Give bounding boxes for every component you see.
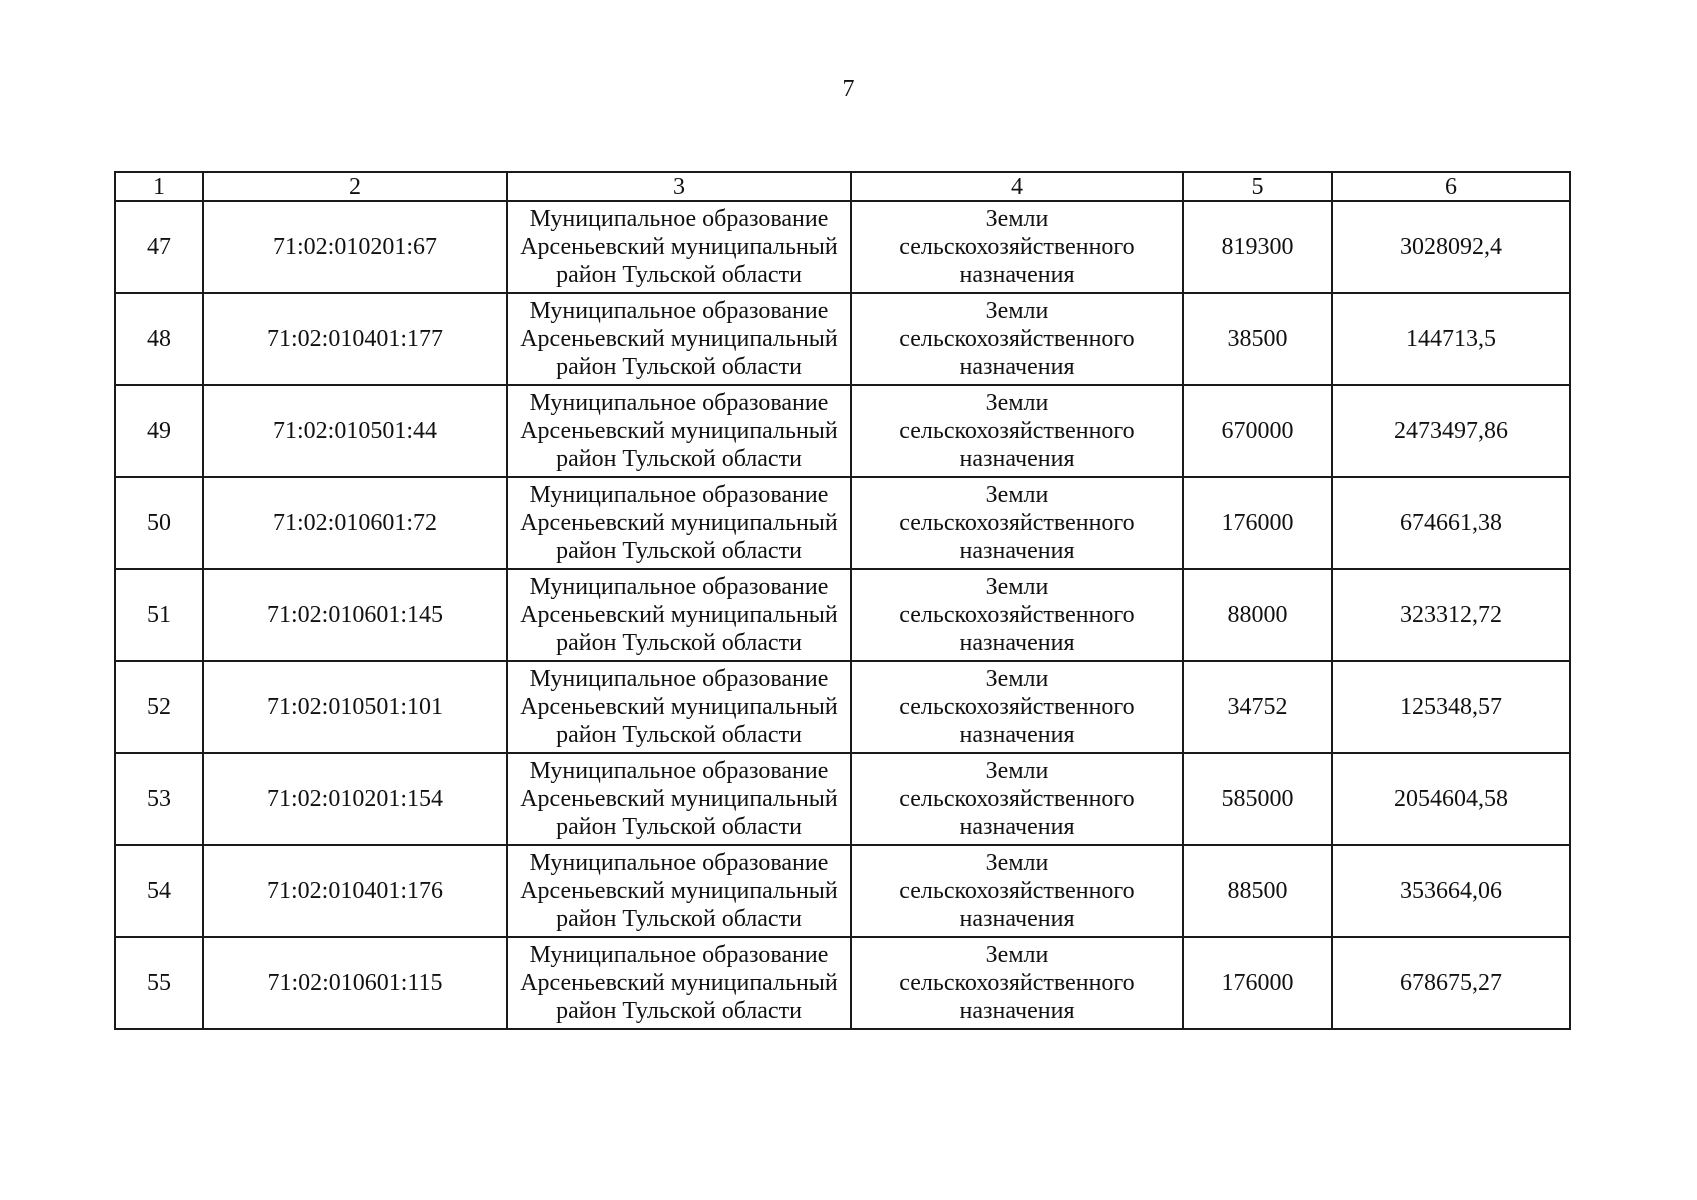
- land-category-cell-line: Земли: [985, 942, 1049, 968]
- table-row: [115, 569, 1570, 661]
- owner-cell-line: район Тульской области: [556, 998, 802, 1024]
- land-category-cell-line: сельскохозяйственного: [899, 510, 1135, 536]
- area-cell: 176000: [1183, 937, 1332, 1029]
- land-category-cell-line: сельскохозяйственного: [899, 970, 1135, 996]
- cadastral-number-cell: 71:02:010401:177: [203, 293, 507, 385]
- land-category-cell-line: сельскохозяйственного: [899, 418, 1135, 444]
- column-number: 6: [1332, 172, 1570, 201]
- owner-cell-line: район Тульской области: [556, 354, 802, 380]
- owner-cell-line: Муниципальное образование: [529, 390, 829, 416]
- cadastral-number-cell: 71:02:010201:154: [203, 753, 507, 845]
- column-number: 5: [1183, 172, 1332, 201]
- owner-cell-line: район Тульской области: [556, 262, 802, 288]
- column-number: 1: [115, 172, 203, 201]
- table-row: [115, 753, 1570, 845]
- land-category-cell: [851, 293, 1183, 385]
- table-row: [115, 661, 1570, 753]
- owner-cell-line: Арсеньевский муниципальный: [520, 326, 838, 352]
- land-category-cell: [851, 385, 1183, 477]
- area-cell: 670000: [1183, 385, 1332, 477]
- cadastral-value-cell: 353664,06: [1332, 845, 1570, 937]
- table-row: [115, 201, 1570, 293]
- owner-cell: [507, 937, 851, 1029]
- owner-cell: [507, 201, 851, 293]
- cadastral-number-cell: 71:02:010401:176: [203, 845, 507, 937]
- land-category-cell-line: Земли: [985, 758, 1049, 784]
- owner-cell-line: Арсеньевский муниципальный: [520, 418, 838, 444]
- owner-cell-line: Муниципальное образование: [529, 666, 829, 692]
- owner-cell-line: Арсеньевский муниципальный: [520, 602, 838, 628]
- land-category-cell-line: сельскохозяйственного: [899, 234, 1135, 260]
- area-cell: 38500: [1183, 293, 1332, 385]
- cadastral-number-cell: 71:02:010601:115: [203, 937, 507, 1029]
- land-category-cell-line: Земли: [985, 206, 1049, 232]
- land-category-cell-line: сельскохозяйственного: [899, 878, 1135, 904]
- table-row: [115, 937, 1570, 1029]
- area-cell: 88000: [1183, 569, 1332, 661]
- owner-cell-line: Арсеньевский муниципальный: [520, 970, 838, 996]
- land-category-cell-line: назначения: [959, 538, 1075, 564]
- owner-cell: [507, 385, 851, 477]
- owner-cell-line: район Тульской области: [556, 446, 802, 472]
- cadastral-value-cell: 144713,5: [1332, 293, 1570, 385]
- land-category-cell-line: назначения: [959, 354, 1075, 380]
- row-number-cell: 52: [115, 661, 203, 753]
- cadastral-number-cell: 71:02:010201:67: [203, 201, 507, 293]
- land-category-cell-line: сельскохозяйственного: [899, 326, 1135, 352]
- land-category-cell-line: назначения: [959, 906, 1075, 932]
- owner-cell: [507, 661, 851, 753]
- owner-cell-line: Муниципальное образование: [529, 942, 829, 968]
- land-category-cell: [851, 569, 1183, 661]
- owner-cell-line: Муниципальное образование: [529, 482, 829, 508]
- owner-cell: [507, 293, 851, 385]
- land-category-cell: [851, 845, 1183, 937]
- cadastral-number-cell: 71:02:010601:145: [203, 569, 507, 661]
- column-number-row: [115, 172, 1570, 201]
- row-number-cell: 51: [115, 569, 203, 661]
- row-number-cell: 49: [115, 385, 203, 477]
- cadastral-value-cell: 674661,38: [1332, 477, 1570, 569]
- row-number-cell: 55: [115, 937, 203, 1029]
- owner-cell: [507, 753, 851, 845]
- land-category-cell: [851, 937, 1183, 1029]
- owner-cell: [507, 845, 851, 937]
- land-category-cell-line: назначения: [959, 262, 1075, 288]
- column-number: 4: [851, 172, 1183, 201]
- land-category-cell-line: Земли: [985, 390, 1049, 416]
- table-row: [115, 845, 1570, 937]
- land-category-cell: [851, 661, 1183, 753]
- land-category-cell-line: сельскохозяйственного: [899, 602, 1135, 628]
- owner-cell-line: район Тульской области: [556, 814, 802, 840]
- owner-cell-line: Арсеньевский муниципальный: [520, 786, 838, 812]
- row-number-cell: 50: [115, 477, 203, 569]
- land-category-cell-line: Земли: [985, 850, 1049, 876]
- cadastral-number-cell: 71:02:010501:101: [203, 661, 507, 753]
- land-category-cell: [851, 201, 1183, 293]
- area-cell: 88500: [1183, 845, 1332, 937]
- cadastral-value-cell: 323312,72: [1332, 569, 1570, 661]
- area-cell: 819300: [1183, 201, 1332, 293]
- row-number-cell: 48: [115, 293, 203, 385]
- row-number-cell: 47: [115, 201, 203, 293]
- owner-cell-line: район Тульской области: [556, 906, 802, 932]
- owner-cell-line: Арсеньевский муниципальный: [520, 234, 838, 260]
- cadastral-value-cell: 125348,57: [1332, 661, 1570, 753]
- page-number: 7: [842, 76, 855, 102]
- area-cell: 176000: [1183, 477, 1332, 569]
- column-number: 3: [507, 172, 851, 201]
- owner-cell-line: Муниципальное образование: [529, 206, 829, 232]
- cadastral-value-cell: 678675,27: [1332, 937, 1570, 1029]
- cadastral-number-cell: 71:02:010501:44: [203, 385, 507, 477]
- owner-cell-line: Муниципальное образование: [529, 758, 829, 784]
- land-category-cell-line: назначения: [959, 446, 1075, 472]
- land-category-cell-line: Земли: [985, 298, 1049, 324]
- owner-cell-line: Арсеньевский муниципальный: [520, 510, 838, 536]
- row-number-cell: 53: [115, 753, 203, 845]
- land-category-cell-line: назначения: [959, 998, 1075, 1024]
- land-category-cell-line: Земли: [985, 574, 1049, 600]
- cadastral-value-cell: 2054604,58: [1332, 753, 1570, 845]
- land-category-cell: [851, 477, 1183, 569]
- owner-cell-line: район Тульской области: [556, 630, 802, 656]
- table-row: [115, 477, 1570, 569]
- land-category-cell-line: назначения: [959, 722, 1075, 748]
- table-row: [115, 385, 1570, 477]
- owner-cell-line: Муниципальное образование: [529, 574, 829, 600]
- land-category-cell-line: сельскохозяйственного: [899, 786, 1135, 812]
- land-category-cell-line: Земли: [985, 482, 1049, 508]
- row-number-cell: 54: [115, 845, 203, 937]
- land-category-cell-line: назначения: [959, 814, 1075, 840]
- land-category-cell: [851, 753, 1183, 845]
- table-row: [115, 293, 1570, 385]
- cadastral-number-cell: 71:02:010601:72: [203, 477, 507, 569]
- owner-cell-line: район Тульской области: [556, 538, 802, 564]
- owner-cell-line: Муниципальное образование: [529, 298, 829, 324]
- land-category-cell-line: назначения: [959, 630, 1075, 656]
- land-plots-table: [114, 171, 1571, 1030]
- land-category-cell-line: сельскохозяйственного: [899, 694, 1135, 720]
- owner-cell-line: Арсеньевский муниципальный: [520, 694, 838, 720]
- area-cell: 585000: [1183, 753, 1332, 845]
- land-category-cell-line: Земли: [985, 666, 1049, 692]
- column-number: 2: [203, 172, 507, 201]
- cadastral-value-cell: 2473497,86: [1332, 385, 1570, 477]
- owner-cell-line: Арсеньевский муниципальный: [520, 878, 838, 904]
- owner-cell: [507, 477, 851, 569]
- area-cell: 34752: [1183, 661, 1332, 753]
- owner-cell-line: район Тульской области: [556, 722, 802, 748]
- cadastral-value-cell: 3028092,4: [1332, 201, 1570, 293]
- owner-cell-line: Муниципальное образование: [529, 850, 829, 876]
- owner-cell: [507, 569, 851, 661]
